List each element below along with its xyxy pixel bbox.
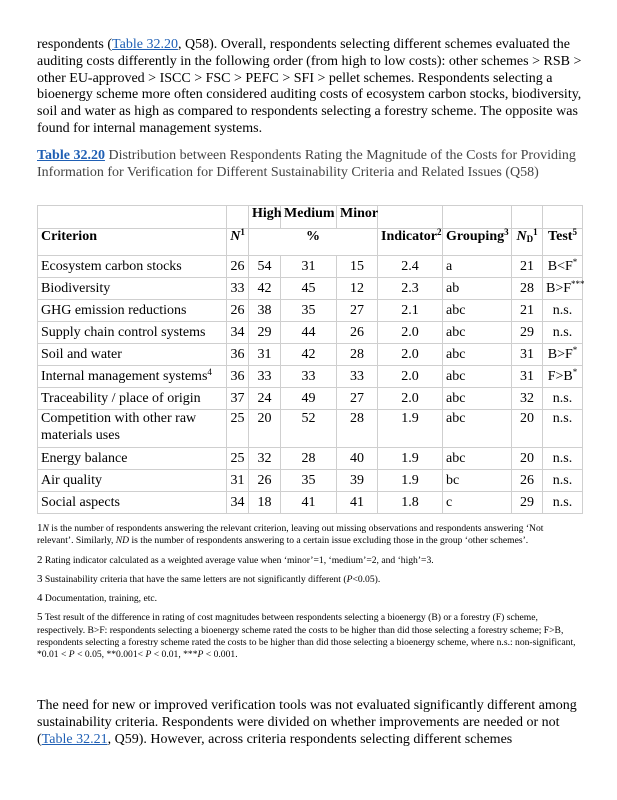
cell-criterion: Ecosystem carbon stocks: [38, 256, 227, 278]
footnotes: [37, 522, 582, 668]
cell-criterion: Traceability / place of origin: [38, 388, 227, 410]
cell-criterion: Internal management systems$^4$: [38, 366, 227, 388]
cell-nd: 31: [512, 344, 543, 366]
cell-high: 20: [249, 410, 281, 448]
cell-n: 26: [227, 300, 249, 322]
header-high: High: [249, 206, 281, 229]
table-row: [38, 492, 583, 514]
table-row: [38, 278, 583, 300]
cell-medium: 31: [281, 256, 337, 278]
table-row: [38, 388, 583, 410]
cell-nd: 20: [512, 448, 543, 470]
footnote-1: 1N is the number of respondents answering the relevant criterion, leaving out missing observations and respondents answering ‘Not relevant’. Similarly, ND is the number of respondents answering to a certain issue excluding those in the group ‘other schemes’.: [37, 522, 544, 547]
cell-indicator: 2.0: [378, 388, 443, 410]
cell-grouping: bc: [443, 470, 512, 492]
cell-nd: 29: [512, 492, 543, 514]
cell-test: B>F*: [543, 344, 583, 366]
cell-minor: 39: [337, 470, 378, 492]
table-row: [38, 300, 583, 322]
data-table: [37, 205, 583, 514]
cell-high: 24: [249, 388, 281, 410]
cell-nd: 21: [512, 256, 543, 278]
cell-minor: 28: [337, 410, 378, 448]
cell-high: 18: [249, 492, 281, 514]
table-row: [38, 448, 583, 470]
cell-indicator: 1.8: [378, 492, 443, 514]
header-nd: $N_D^1$: [512, 229, 543, 256]
cell-nd: 26: [512, 470, 543, 492]
cell-minor: 27: [337, 300, 378, 322]
table-row: [38, 366, 583, 388]
cell-grouping: abc: [443, 366, 512, 388]
cell-indicator: 2.0: [378, 366, 443, 388]
cell-high: 29: [249, 322, 281, 344]
cell-high: 33: [249, 366, 281, 388]
cell-medium: 28: [281, 448, 337, 470]
cell-test: B>F***: [543, 278, 583, 300]
cell-minor: 40: [337, 448, 378, 470]
table-caption: Table 32.20 Distribution between Respondents Rating the Magnitude of the Costs for Providing Information for Verification for Different Sustainability Criteria and Related Issues (Q58): [37, 148, 576, 180]
cell-criterion: Air quality: [38, 470, 227, 492]
cell-n: 25: [227, 448, 249, 470]
header-criterion: Criterion: [38, 229, 227, 256]
cell-n: 26: [227, 256, 249, 278]
header-row-bottom: [38, 229, 583, 256]
cell-minor: 27: [337, 388, 378, 410]
cell-minor: 41: [337, 492, 378, 514]
footnote-3: 3 Sustainability criteria that have the same letters are not significantly different (P<0.05).: [37, 572, 381, 585]
cell-grouping: abc: [443, 388, 512, 410]
cell-high: 42: [249, 278, 281, 300]
cell-minor: 33: [337, 366, 378, 388]
cell-test: n.s.: [543, 492, 583, 514]
cell-n: 37: [227, 388, 249, 410]
cell-grouping: a: [443, 256, 512, 278]
cell-nd: 29: [512, 322, 543, 344]
cell-minor: 12: [337, 278, 378, 300]
cell-criterion: Soil and water: [38, 344, 227, 366]
cell-grouping: ab: [443, 278, 512, 300]
cell-medium: 44: [281, 322, 337, 344]
paragraph-intro: respondents (Table 32.20, Q58). Overall, respondents selecting different schemes evaluated the auditing costs differently in the following order (from high to low costs): other schemes > RSB > other EU-approved > ISCC > FSC > PEFC > SFI > pellet schemes. Respondents selecting a bioenergy scheme more often considered auditing costs of ecosystem carbon stocks, biodiversity, soil and water as high as compared to respondents selecting a forestry scheme. The opposite was found for internal management systems.: [37, 37, 582, 136]
cell-test: n.s.: [543, 470, 583, 492]
cell-grouping: abc: [443, 344, 512, 366]
cell-nd: 31: [512, 366, 543, 388]
cell-medium: 35: [281, 300, 337, 322]
cell-n: 31: [227, 470, 249, 492]
cell-criterion: Supply chain control systems: [38, 322, 227, 344]
table-32-20-link[interactable]: Table 32.20: [112, 37, 178, 52]
cell-n: 36: [227, 366, 249, 388]
cell-indicator: 2.4: [378, 256, 443, 278]
cell-n: 25: [227, 410, 249, 448]
cell-high: 31: [249, 344, 281, 366]
table-row: [38, 410, 583, 448]
header-test: Test$^5$: [543, 229, 583, 256]
cell-n: 33: [227, 278, 249, 300]
table-row: [38, 470, 583, 492]
cell-medium: 42: [281, 344, 337, 366]
table-row: [38, 344, 583, 366]
cell-nd: 32: [512, 388, 543, 410]
cell-grouping: abc: [443, 410, 512, 448]
header-medium: Medium: [281, 206, 337, 229]
cell-n: 34: [227, 492, 249, 514]
cell-high: 54: [249, 256, 281, 278]
header-grouping: Grouping$^3$: [443, 229, 512, 256]
cell-indicator: 1.9: [378, 470, 443, 492]
cell-test: n.s.: [543, 388, 583, 410]
cell-high: 26: [249, 470, 281, 492]
header-indicator: Indicator$^2$: [378, 229, 443, 256]
cell-test: n.s.: [543, 410, 583, 448]
header-row-top: [38, 206, 583, 229]
cell-test: n.s.: [543, 322, 583, 344]
cell-criterion: Biodiversity: [38, 278, 227, 300]
cell-n: 34: [227, 322, 249, 344]
cell-grouping: abc: [443, 322, 512, 344]
cell-nd: 21: [512, 300, 543, 322]
cell-minor: 26: [337, 322, 378, 344]
cell-indicator: 2.0: [378, 344, 443, 366]
cell-criterion: GHG emission reductions: [38, 300, 227, 322]
table-row: [38, 256, 583, 278]
cell-test: n.s.: [543, 448, 583, 470]
cell-test: F>B*: [543, 366, 583, 388]
cell-indicator: 2.0: [378, 322, 443, 344]
cell-test: n.s.: [543, 300, 583, 322]
cell-minor: 28: [337, 344, 378, 366]
cell-indicator: 2.1: [378, 300, 443, 322]
cell-indicator: 1.9: [378, 410, 443, 448]
cell-medium: 35: [281, 470, 337, 492]
cell-nd: 28: [512, 278, 543, 300]
cell-grouping: c: [443, 492, 512, 514]
cell-medium: 52: [281, 410, 337, 448]
cell-indicator: 2.3: [378, 278, 443, 300]
footnote-5: 5 Test result of the difference in rating of cost magnitudes between respondents selecting a bioenergy (B) or a forestry (F) scheme, respectively. B>F: respondents selecting a bioenergy scheme rated the costs to be higher than did those selecting a forestry scheme; F>B, respondents selecting a forestry scheme rated the costs to be higher than did those selecting a bioenergy scheme, where n.s.: non-significant, *0.01 < P < 0.05, **0.001< P < 0.01, ***P < 0.001.: [37, 611, 576, 661]
cell-nd: 20: [512, 410, 543, 448]
paragraph-verification: The need for new or improved verification tools was not evaluated significantly different among sustainability criteria. Respondents were divided on whether improvements are needed or not (Table 32.21, Q59). However, across criteria respondents selecting different schemes: [37, 698, 577, 747]
cell-medium: 33: [281, 366, 337, 388]
table-label-link[interactable]: Table 32.20: [37, 148, 105, 163]
cell-n: 36: [227, 344, 249, 366]
cell-criterion: Social aspects: [38, 492, 227, 514]
footnote-4: 4 Documentation, training, etc.: [37, 592, 158, 605]
footnote-2: 2 Rating indicator calculated as a weighted average value when ‘minor’=1, ‘medium’=2, and ‘high’=3.: [37, 553, 434, 566]
cell-minor: 15: [337, 256, 378, 278]
cell-criterion: Competition with other raw materials uses: [38, 410, 227, 448]
table-32-21-link[interactable]: Table 32.21: [41, 731, 108, 747]
cell-medium: 49: [281, 388, 337, 410]
cell-high: 32: [249, 448, 281, 470]
header-n: $N^1$: [227, 229, 249, 256]
cell-indicator: 1.9: [378, 448, 443, 470]
table-body: [38, 256, 583, 514]
cell-medium: 41: [281, 492, 337, 514]
cell-medium: 45: [281, 278, 337, 300]
cell-grouping: abc: [443, 300, 512, 322]
cell-grouping: abc: [443, 448, 512, 470]
header-percent: %: [249, 229, 378, 256]
table-row: [38, 322, 583, 344]
cell-high: 38: [249, 300, 281, 322]
cell-test: B<F*: [543, 256, 583, 278]
header-minor: Minor: [337, 206, 378, 229]
cell-criterion: Energy balance: [38, 448, 227, 470]
